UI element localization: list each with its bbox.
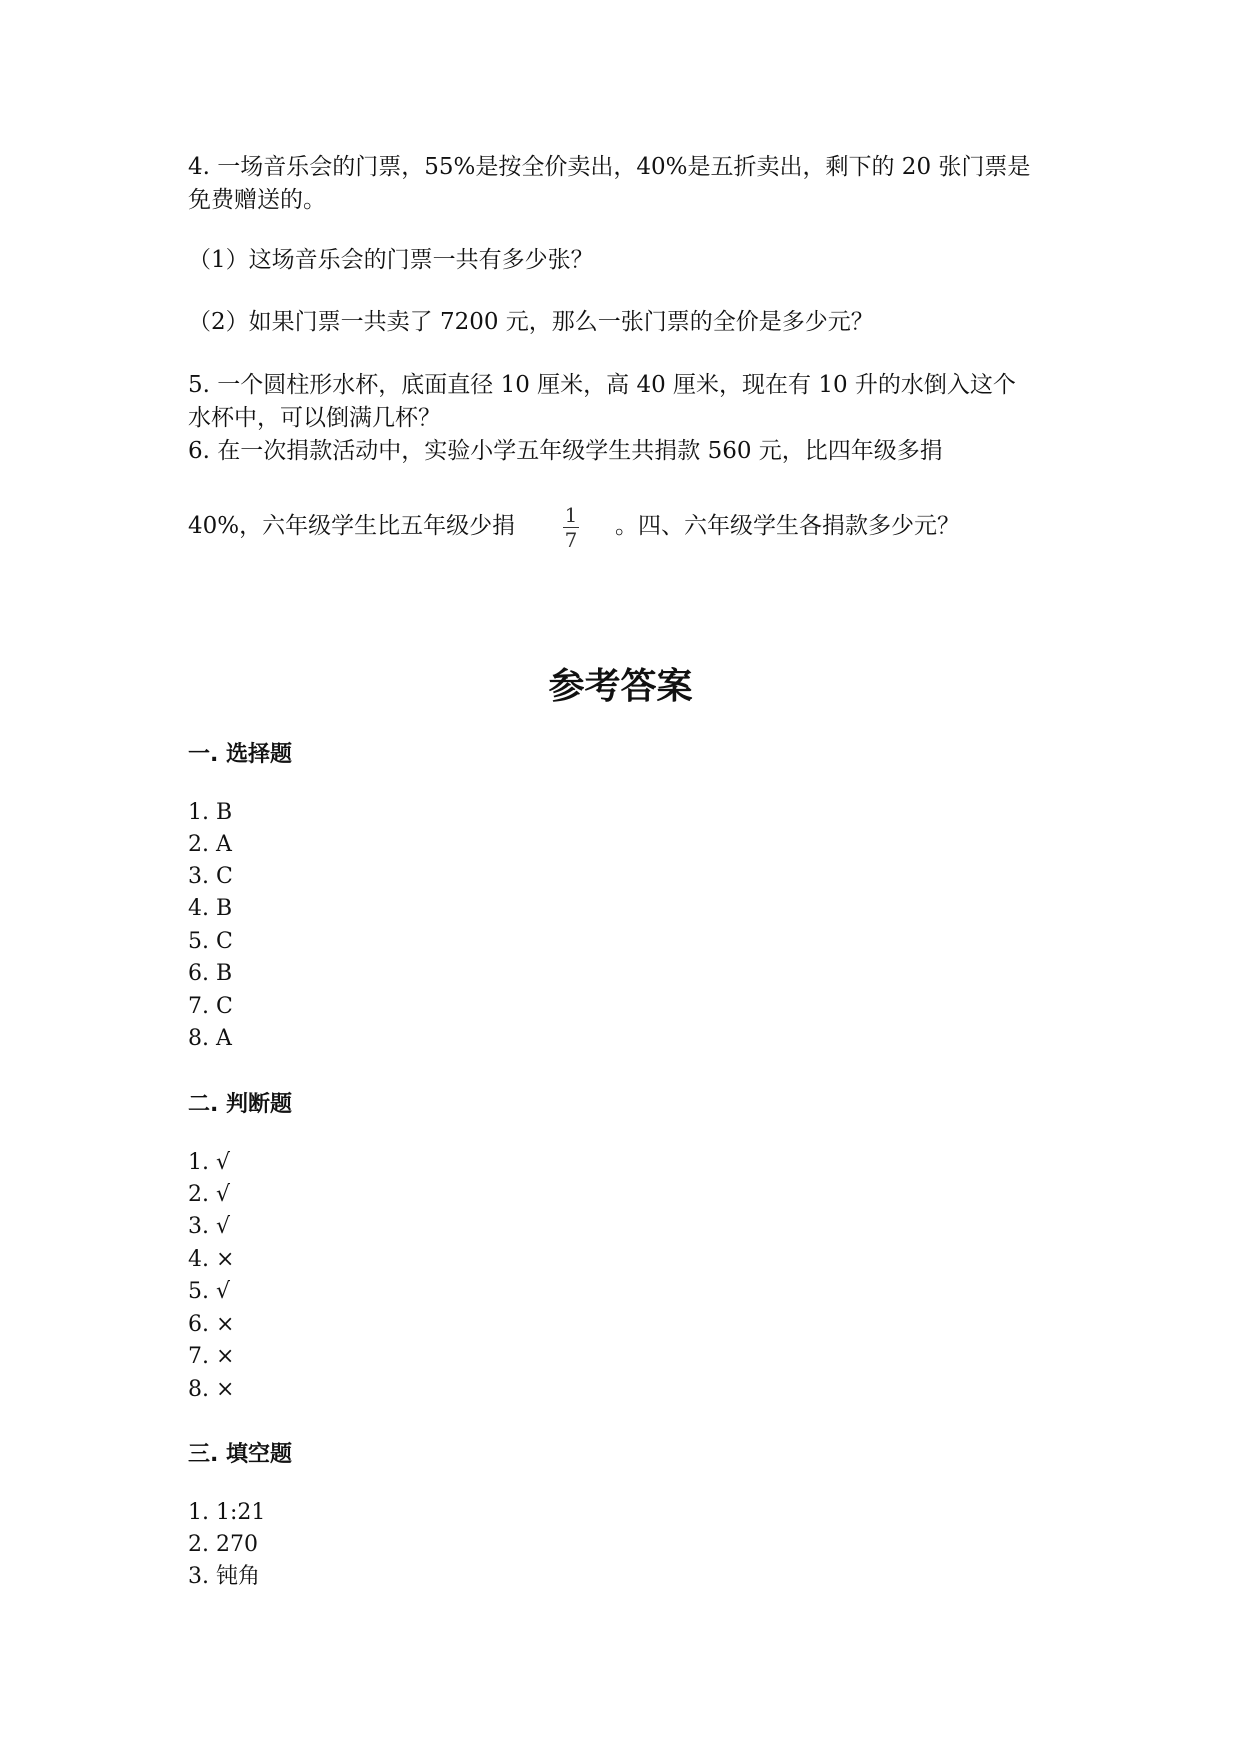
q5-line2: 水杯中，可以倒满几杯？: [188, 405, 441, 431]
answer-item: 3. C: [188, 864, 233, 889]
q6-line2-after: 。四、六年级学生各捐款多少元？: [615, 513, 960, 539]
q4-line2: 免费赠送的。: [188, 187, 326, 213]
answer-item: 8. A: [188, 1026, 232, 1051]
answer-item: 3. 钝角: [188, 1564, 260, 1589]
answer-item: 7. C: [188, 994, 233, 1019]
answer-item: 8. ×: [188, 1377, 235, 1402]
q6-line1: 6. 在一次捐款活动中，实验小学五年级学生共捐款 560 元，比四年级多捐: [188, 438, 943, 464]
q4-sub1: （1）这场音乐会的门票一共有多少张？: [188, 247, 594, 273]
q5-line1: 5. 一个圆柱形水杯，底面直径 10 厘米，高 40 厘米，现在有 10 升的水倒入这个: [188, 372, 1016, 398]
q6-line2-before: 40%，六年级学生比五年级少捐: [188, 513, 516, 539]
q4-line1: 4. 一场音乐会的门票，55%是按全价卖出，40%是五折卖出，剩下的 20 张门票是: [188, 154, 1031, 180]
fraction-denominator: 7: [564, 528, 578, 552]
q6-fraction: [563, 504, 579, 551]
section-heading-judgement: 二. 判断题: [188, 1092, 293, 1117]
answer-title: 参考答案: [548, 666, 693, 707]
answer-item: 2. A: [188, 832, 232, 857]
answer-item: 2. √: [188, 1182, 231, 1207]
answer-item: 1. B: [188, 800, 233, 825]
answer-item: 6. B: [188, 961, 233, 986]
answer-item: 4. ×: [188, 1247, 235, 1272]
answer-item: 2. 270: [188, 1532, 258, 1557]
answer-item: 7. ×: [188, 1344, 235, 1369]
answer-item: 6. ×: [188, 1312, 235, 1337]
section-heading-choice: 一. 选择题: [188, 742, 293, 767]
answer-item: 4. B: [188, 896, 233, 921]
answer-item: 1. √: [188, 1150, 231, 1175]
answer-item: 3. √: [188, 1214, 231, 1239]
answer-item: 5. √: [188, 1279, 231, 1304]
answer-item: 5. C: [188, 929, 233, 954]
answer-item: 1. 1:21: [188, 1500, 266, 1525]
q4-sub2: （2）如果门票一共卖了 7200 元，那么一张门票的全价是多少元？: [188, 309, 874, 335]
section-heading-fill: 三. 填空题: [188, 1442, 293, 1467]
fraction-numerator: 1: [564, 503, 578, 527]
